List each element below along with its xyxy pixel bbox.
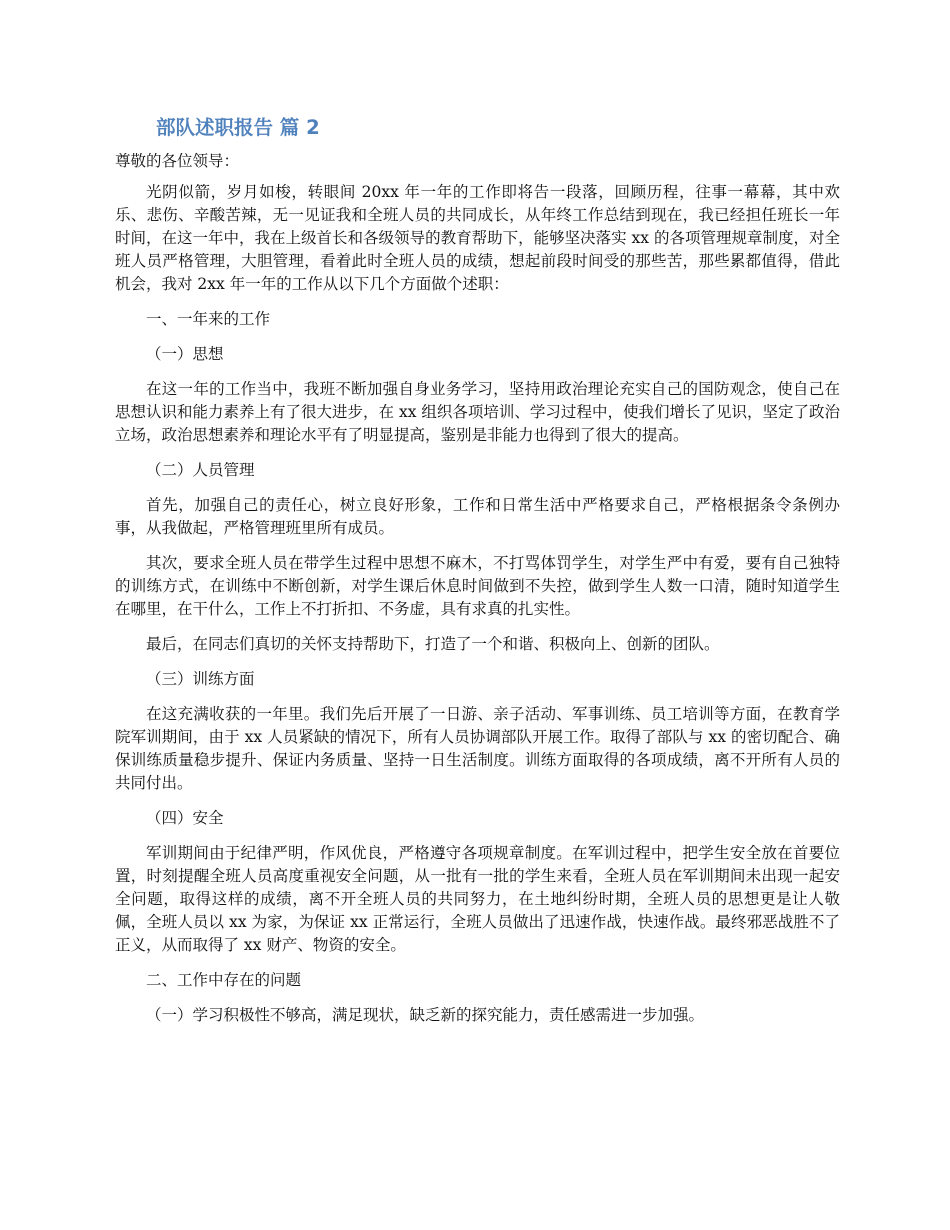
training-paragraph: 在这充满收获的一年里。我们先后开展了一日游、亲子活动、军事训练、员工培训等方面，在教育学院军训期间，由于 xx 人员紧缺的情况下，所有人员协调部队开展工作。取得了部队与 xx 的密切配合、确保训练质量稳步提升、保证内务质量、坚持一日生活制度。训练方面取得的各项成绩，离不开所有人员的共同付出。 — [115, 705, 840, 792]
intro-paragraph: 光阴似箭，岁月如梭，转眼间 20xx 年一年的工作即将告一段落，回顾历程，往事一幕幕，其中欢乐、悲伤、辛酸苦辣，无一见证我和全班人员的共同成长，从年终工作总结到现在，我已经担任班长一年时间，在这一年中，我在上级首长和各级领导的教育帮助下，能够坚决落实 xx 的各项管理规章制度，对全班人员严格管理，大胆管理，看着此时全班人员的成绩，想起前段时间受的那些苦，那些累都值得，借此机会，我对 2xx 年一年的工作从以下几个方面做个述职： — [115, 183, 840, 293]
section-heading-2: 二、工作中存在的问题 — [146, 971, 302, 989]
thought-paragraph: 在这一年的工作当中，我班不断加强自身业务学习，坚持用政治理论充实自己的国防观念，使自己在思想认识和能力素养上有了很大进步，在 xx 组织各项培训、学习过程中，使我们增长了见识，坚定了政治立场，政治思想素养和理论水平有了明显提高，鉴别是非能力也得到了很大的提高。 — [115, 380, 840, 444]
document-title: 部队述职报告 篇 2 — [156, 116, 320, 139]
personnel-paragraph-first: 首先，加强自己的责任心，树立良好形象，工作和日常生活中严格要求自己，严格根据条令条例办事，从我做起，严格管理班里所有成员。 — [115, 496, 840, 537]
subsection-heading-safety: （四）安全 — [146, 809, 224, 827]
personnel-paragraph-last: 最后，在同志们真切的关怀支持帮助下，打造了一个和谐、积极向上、创新的团队。 — [146, 635, 720, 653]
subsection-heading-personnel: （二）人员管理 — [146, 461, 255, 479]
document-body — [115, 150, 840, 1039]
safety-paragraph: 军训期间由于纪律严明，作风优良，严格遵守各项规章制度。在军训过程中，把学生安全放在首要位置，时刻提醒全班人员高度重视安全问题，从一批有一批的学生来看，全班人员在军训期间未出现一起安全问题，取得这样的成绩，离不开全班人员的共同努力，在土地纠纷时期，全班人员的思想更是让人敬佩，全班人员以 xx 为家，为保证 xx 正常运行，全班人员做出了迅速作战，快速作战。最终邪恶战胜不了正义，从而取得了 xx 财产、物资的安全。 — [115, 844, 840, 954]
salutation: 尊敬的各位领导： — [115, 152, 240, 170]
section-heading-1: 一、一年来的工作 — [146, 310, 271, 328]
personnel-paragraph-second: 其次，要求全班人员在带学生过程中思想不麻木，不打骂体罚学生，对学生严中有爱，要有自己独特的训练方式，在训练中不断创新，对学生课后休息时间做到不失控，做到学生人数一口清，随时知道学生在哪里，在干什么，工作上不打折扣、不务虚，具有求真的扎实性。 — [115, 554, 840, 618]
subsection-heading-thought: （一）思想 — [146, 345, 224, 363]
subsection-heading-training: （三）训练方面 — [146, 670, 255, 688]
problem-item-1: （一）学习积极性不够高，满足现状，缺乏新的探究能力，责任感需进一步加强。 — [146, 1006, 705, 1024]
